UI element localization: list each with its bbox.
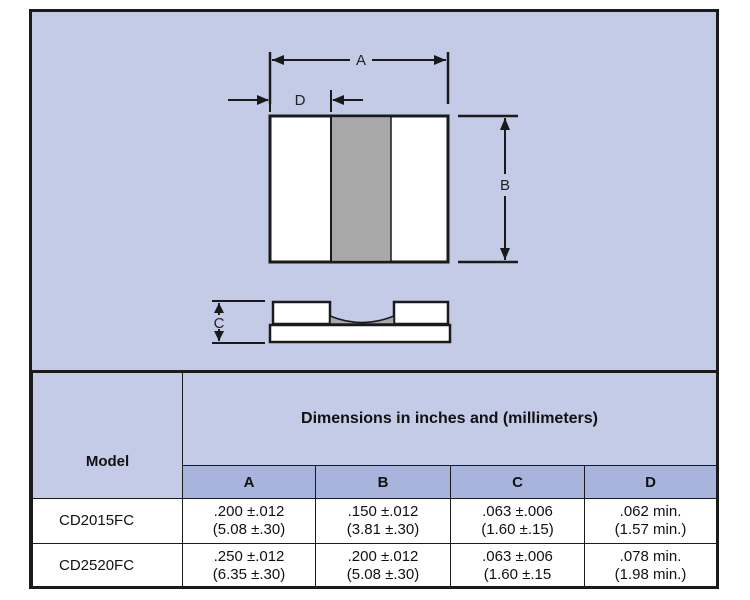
dim-b-label: B: [499, 177, 511, 194]
model-cell: CD2520FC: [33, 544, 183, 589]
dimension-cell-a: [183, 544, 316, 589]
side-view-base: [270, 325, 450, 342]
table-row: [33, 544, 717, 589]
dim-b-arrow-top: [500, 118, 510, 130]
table-row: [33, 499, 717, 544]
mm-value: (1.98 min.): [614, 566, 687, 583]
dimension-drawing-svg: [32, 12, 716, 370]
side-view-terminal-right: [394, 302, 448, 324]
side-view: [270, 302, 450, 342]
side-view-terminal-left: [273, 302, 330, 324]
mm-value: (1.60 ±.15): [481, 521, 554, 538]
column-header-a: A: [183, 466, 316, 499]
inch-value: .200 ±.012: [347, 548, 419, 565]
dimension-b: [458, 116, 518, 262]
dim-c-arrow-bottom: [214, 331, 224, 341]
dim-c-label: C: [213, 315, 225, 332]
mm-value: (6.35 ±.30): [212, 566, 286, 583]
spec-sheet-frame: [29, 9, 719, 589]
inch-value: .062 min.: [619, 503, 682, 520]
mm-value: (5.08 ±.30): [212, 521, 286, 538]
dim-b-arrow-bottom: [500, 248, 510, 260]
top-view-center-band: [331, 118, 391, 260]
dimension-cell-a: [183, 499, 316, 544]
dimension-c: [212, 301, 265, 343]
dimension-cell-c: [451, 499, 585, 544]
inch-value: .250 ±.012: [213, 548, 285, 565]
mm-value: (1.57 min.): [614, 521, 687, 538]
mm-value: (5.08 ±.30): [346, 566, 420, 583]
top-view: [270, 116, 448, 262]
dim-c-arrow-top: [214, 303, 224, 313]
inch-value: .150 ±.012: [347, 503, 419, 520]
model-cell: CD2015FC: [33, 499, 183, 544]
dimension-d: [228, 90, 363, 112]
column-header-b: B: [316, 466, 451, 499]
inch-value: .063 ±.006: [482, 548, 553, 565]
dim-d-arrow-right: [332, 95, 344, 105]
dimension-cell-b: [316, 499, 451, 544]
dim-a-arrow-left: [272, 55, 284, 65]
inch-value: .063 ±.006: [482, 503, 553, 520]
dim-d-arrow-left: [257, 95, 269, 105]
column-header-d: D: [585, 466, 717, 499]
inch-value: .078 min.: [619, 548, 682, 565]
dim-a-arrow-right: [434, 55, 446, 65]
table-header-row: [33, 372, 717, 466]
dim-d-label: D: [294, 92, 306, 109]
column-header-c: C: [451, 466, 585, 499]
dimensions-header: Dimensions in inches and (millimeters): [183, 372, 717, 466]
component-drawing: [32, 12, 716, 370]
dimension-cell-d: [585, 544, 717, 589]
side-view-element: [330, 316, 394, 324]
dim-a-label: A: [355, 52, 367, 69]
dimension-cell-b: [316, 544, 451, 589]
inch-value: .200 ±.012: [213, 503, 285, 520]
dimension-cell-c: [451, 544, 585, 589]
model-header: Model: [33, 372, 183, 499]
dimensions-table: [32, 370, 717, 589]
dimension-cell-d: [585, 499, 717, 544]
mm-value: (1.60 ±.15: [483, 566, 552, 583]
mm-value: (3.81 ±.30): [346, 521, 420, 538]
